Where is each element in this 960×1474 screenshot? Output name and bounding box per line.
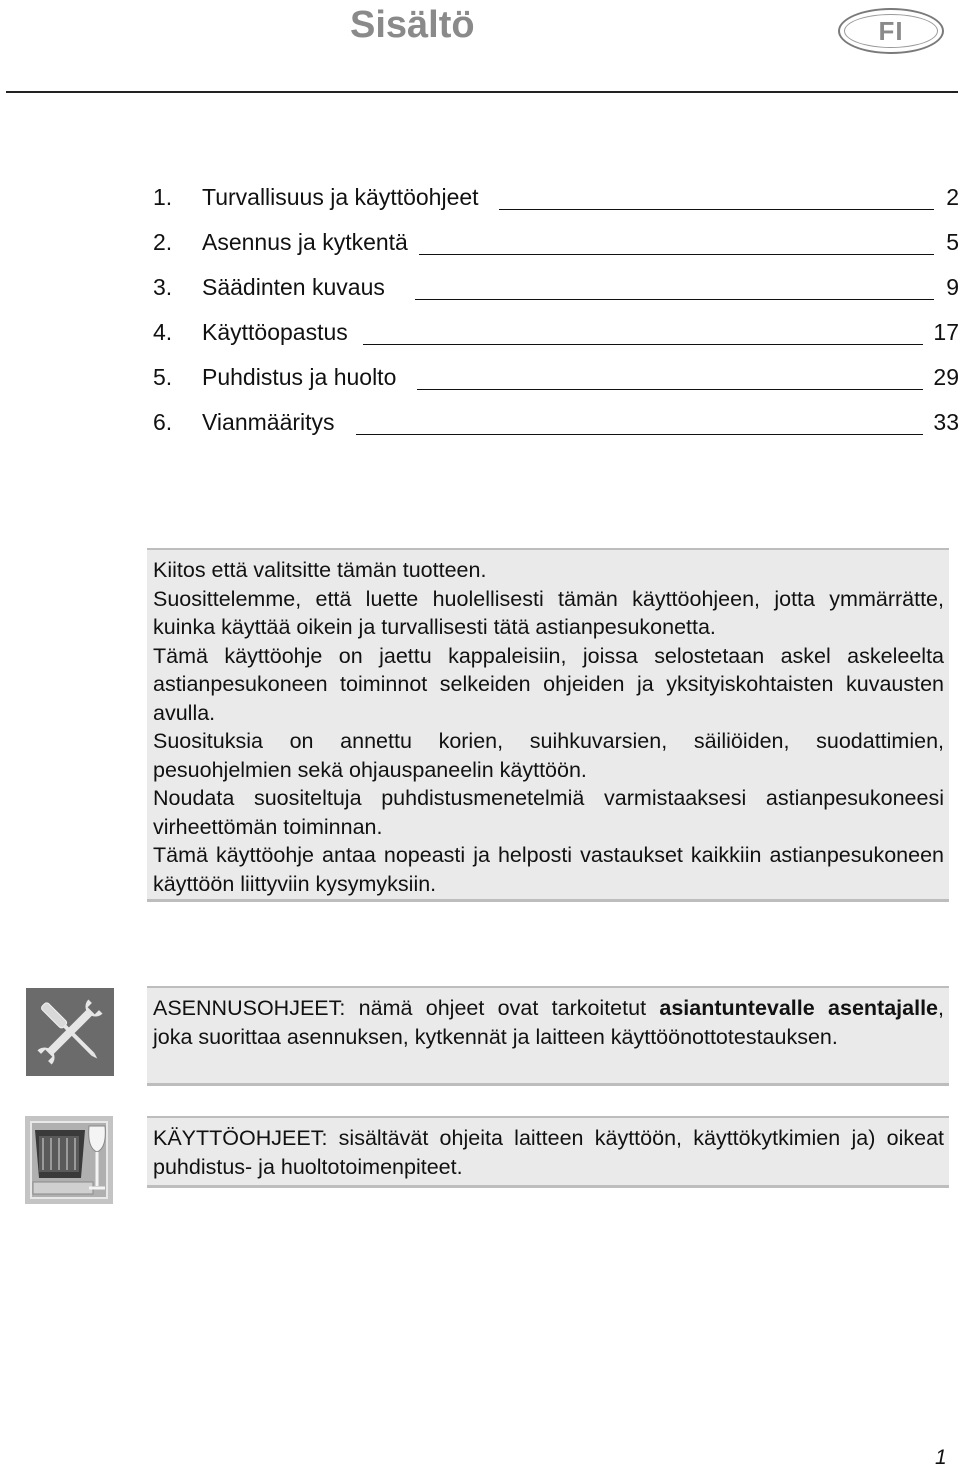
install-text-space [815,996,828,1020]
toc-number: 5. [153,364,173,390]
intro-paragraph: Kiitos että valitsitte tämän tuotteen. [153,558,487,582]
toc-label: Vianmääritys [202,409,335,435]
install-text-suffix: , joka suorittaa asennuksen, kytkennät ja laitteen käyttöönottotestauksen. [153,996,944,1049]
install-text-prefix: ASENNUSOHJEET: nämä ohjeet ovat tarkoitetut [153,996,660,1020]
toc-leader-line [415,299,934,300]
intro-paragraph: Noudata suositeltuja puhdistusmenetelmiä varmistaaksesi astianpesukoneesi virheettömän toiminnan. [153,786,944,839]
intro-paragraph: Suosittelemme, että luette huolellisesti tämän käyttöohjeen, jotta ymmärrätte, kuinka käyttää oikein ja turvallisesti tätä astianpesukonetta. [153,586,944,639]
dishwasher-icon [25,1116,113,1204]
header-divider [6,91,958,93]
intro-paragraph: Tämä käyttöohje antaa nopeasti ja helposti vastaukset kaikkiin astianpesukoneen käyttöön liittyviin kysymyksiin. [153,843,944,896]
toc-leader-line [419,254,934,255]
toc-number: 2. [153,229,173,255]
install-instructions-box [147,986,949,1086]
toc-label: Käyttöopastus [202,319,348,345]
toc-entry[interactable] [153,409,959,443]
intro-paragraph: Suosituksia on annettu korien, suihkuvarsien, säiliöiden, suodattimien, pesuohjelmien sekä ohjauspaneelin käyttöön. [153,729,944,782]
toc-page-number: 2 [946,184,959,210]
tools-icon [26,988,114,1076]
toc-page-number: 9 [946,274,959,300]
toc-label: Säädinten kuvaus [202,274,385,300]
toc-leader-line [417,389,923,390]
toc-number: 1. [153,184,173,210]
toc-number: 6. [153,409,173,435]
toc-leader-line [363,344,923,345]
language-badge [838,8,944,54]
toc-leader-line [499,209,934,210]
install-text-emphasis: asentajalle [828,996,939,1020]
toc-entry[interactable] [153,184,959,218]
intro-paragraph: Tämä käyttöohje on jaettu kappaleisiin, joissa selostetaan askel askeleelta astianpesukoneen toiminnot selkeiden ohjeiden ja yksityiskohtaisten kuvausten avulla. [153,643,944,725]
intro-box [147,548,949,902]
toc-number: 3. [153,274,173,300]
language-badge-label: FI [878,15,904,46]
toc-page-number: 5 [946,229,959,255]
toc-number: 4. [153,319,173,345]
toc-entry[interactable] [153,274,959,308]
page-title: Sisältö [350,4,475,46]
toc-leader-line [356,434,923,435]
toc-label: Turvallisuus ja käyttöohjeet [202,184,479,210]
toc-entry[interactable] [153,229,959,263]
page-number: 1 [935,1446,947,1469]
install-text-emphasis: asiantuntevalle [659,996,815,1020]
toc-label: Puhdistus ja huolto [202,364,397,390]
usage-instructions-text: KÄYTTÖOHJEET: sisältävät ohjeita laitteen käyttöön, käyttökytkimien ja) oikeat puhdistus- ja huoltotoimenpiteet. [153,1126,944,1179]
toc-label: Asennus ja kytkentä [202,229,408,255]
toc-page-number: 29 [933,364,959,390]
toc-entry[interactable] [153,364,959,398]
install-instructions-text [153,994,944,1051]
toc-entry[interactable] [153,319,959,353]
toc-page-number: 17 [933,319,959,345]
toc-page-number: 33 [933,409,959,435]
usage-instructions-box [147,1116,949,1188]
